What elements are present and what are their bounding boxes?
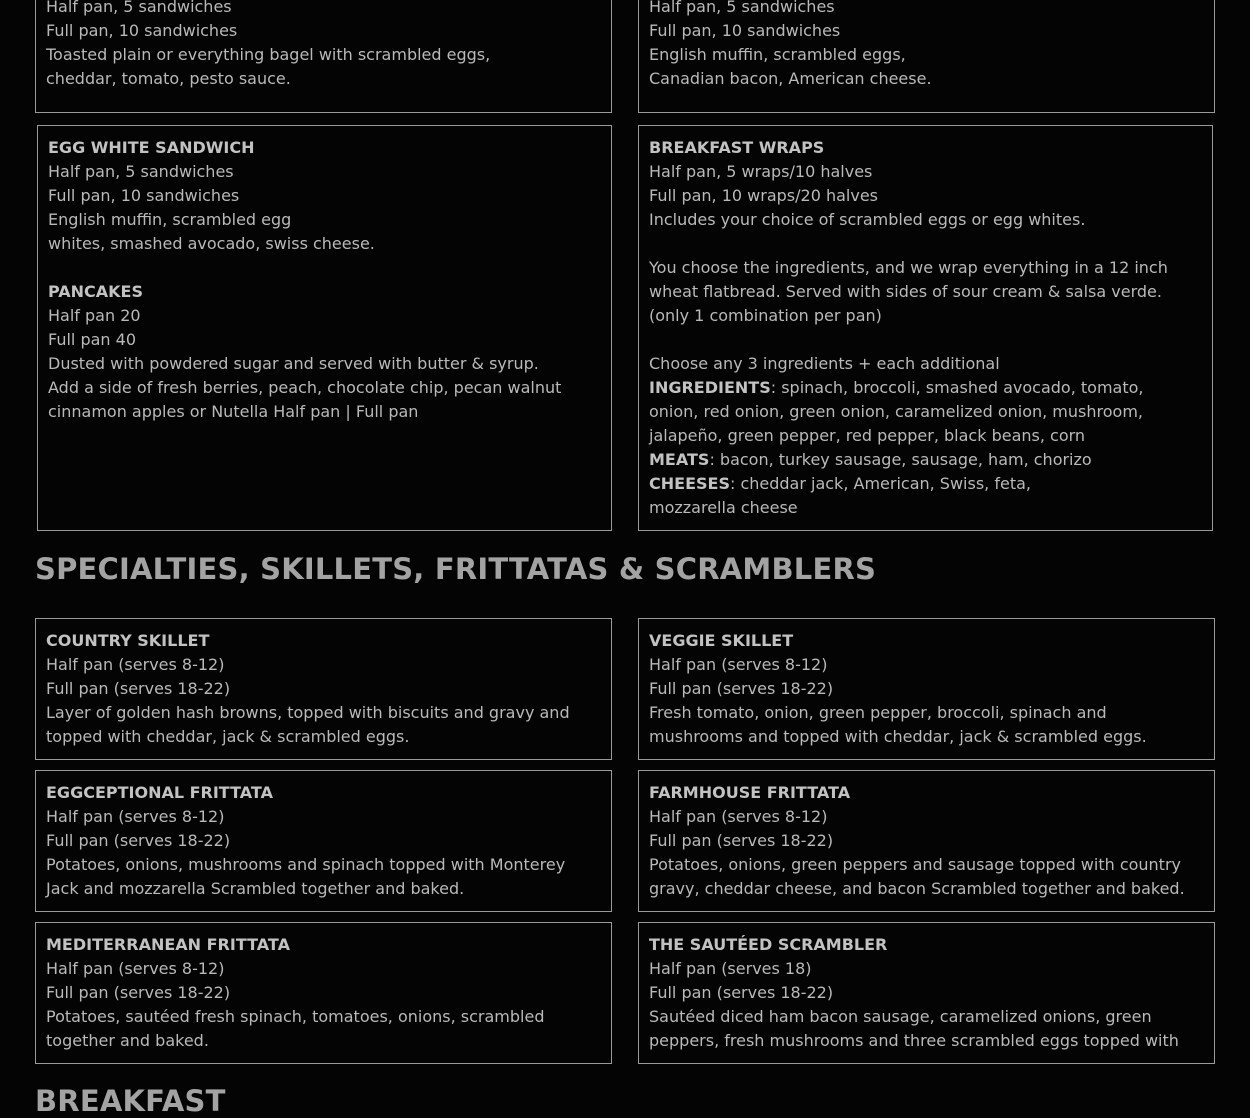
card-line: English muffin, scrambled eggs,: [649, 45, 906, 64]
breakfast-wraps-title: BREAKFAST WRAPS: [649, 138, 825, 157]
card-line: Potatoes, onions, mushrooms and spinach topped with Monterey: [46, 855, 566, 874]
ingredients-label: INGREDIENTS: [649, 378, 771, 397]
card-line: Toasted plain or everything bagel with scrambled eggs,: [46, 45, 491, 64]
choose-line: Choose any 3 ingredients + each additional: [649, 354, 1000, 373]
card-line: Half pan, 5 wraps/10 halves: [649, 162, 873, 181]
mediterranean-frittata-card: [35, 922, 612, 1064]
card-line: Full pan (serves 18-22): [46, 983, 231, 1002]
veggie-skillet-card: [638, 618, 1215, 760]
card-line: Full pan (serves 18-22): [46, 679, 231, 698]
cheeses-label: CHEESES: [649, 474, 730, 493]
muffin-sandwich-card: [638, 0, 1215, 113]
card-line: Full pan (serves 18-22): [649, 983, 834, 1002]
card-line: Half pan, 5 sandwiches: [48, 162, 234, 181]
card-line: Half pan (serves 8-12): [649, 807, 828, 826]
card-line: onion, red onion, green onion, caramelized onion, mushroom,: [649, 402, 1143, 421]
card-line: together and baked.: [46, 1031, 209, 1050]
farmhouse-frittata-card: [638, 770, 1215, 912]
mediterranean-frittata-title: MEDITERRANEAN FRITTATA: [46, 935, 290, 954]
card-line: Add a side of fresh berries, peach, chocolate chip, pecan walnut: [48, 378, 562, 397]
pancakes-title: PANCAKES: [48, 282, 144, 301]
country-skillet-card: [35, 618, 612, 760]
card-line: mushrooms and topped with cheddar, jack & scrambled eggs.: [649, 727, 1147, 746]
breakfast-heading: BREAKFAST: [35, 1084, 226, 1118]
sauteed-scrambler-card: [638, 922, 1215, 1064]
sauteed-scrambler-title: THE SAUTÉED SCRAMBLER: [649, 935, 888, 954]
card-line: whites, smashed avocado, swiss cheese.: [48, 234, 375, 253]
card-line: Includes your choice of scrambled eggs or egg whites.: [649, 210, 1086, 229]
card-line: Fresh tomato, onion, green pepper, broccoli, spinach and: [649, 703, 1107, 722]
meats-line: [649, 448, 1202, 472]
card-line: Potatoes, onions, green peppers and sausage topped with country: [649, 855, 1181, 874]
card-line: Half pan, 5 sandwiches: [649, 0, 835, 16]
ingredients-text: : spinach, broccoli, smashed avocado, tomato,: [770, 378, 1144, 397]
card-line: topped with cheddar, jack & scrambled eggs.: [46, 727, 410, 746]
card-line: Half pan (serves 8-12): [46, 959, 225, 978]
card-line: Full pan 40: [48, 330, 136, 349]
farmhouse-frittata-title: FARMHOUSE FRITTATA: [649, 783, 851, 802]
card-line: cheddar, tomato, pesto sauce.: [46, 69, 291, 88]
card-line: Layer of golden hash browns, topped with biscuits and gravy and: [46, 703, 570, 722]
breakfast-wraps-card: [638, 125, 1213, 531]
card-line: gravy, cheddar cheese, and bacon Scrambled together and baked.: [649, 879, 1185, 898]
meats-label: MEATS: [649, 450, 710, 469]
card-line: Full pan, 10 sandwiches: [649, 21, 841, 40]
card-line: mozzarella cheese: [649, 498, 798, 517]
card-line: Full pan (serves 18-22): [46, 831, 231, 850]
card-line: Dusted with powdered sugar and served with butter & syrup.: [48, 354, 539, 373]
egg-white-sandwich-title: EGG WHITE SANDWICH: [48, 138, 255, 157]
card-line: Half pan (serves 8-12): [46, 655, 225, 674]
card-line: Full pan, 10 sandwiches: [46, 21, 238, 40]
card-line: Potatoes, sautéed fresh spinach, tomatoes, onions, scrambled: [46, 1007, 545, 1026]
card-line: Full pan (serves 18-22): [649, 679, 834, 698]
meats-text: : bacon, turkey sausage, sausage, ham, chorizo: [709, 450, 1092, 469]
card-line: Half pan (serves 8-12): [649, 655, 828, 674]
ingredients-line: [649, 376, 1202, 400]
card-line: Canadian bacon, American cheese.: [649, 69, 932, 88]
card-line: cinnamon apples or Nutella Half pan | Full pan: [48, 402, 419, 421]
country-skillet-title: COUNTRY SKILLET: [46, 631, 210, 650]
bagel-sandwich-card: [35, 0, 612, 113]
card-line: Jack and mozzarella Scrambled together and baked.: [46, 879, 465, 898]
card-line: Full pan, 10 sandwiches: [48, 186, 240, 205]
egg-white-pancakes-card: [37, 125, 612, 531]
card-line: Full pan, 10 wraps/20 halves: [649, 186, 878, 205]
card-line: You choose the ingredients, and we wrap everything in a 12 inch: [649, 258, 1168, 277]
card-line: Half pan (serves 8-12): [46, 807, 225, 826]
card-line: (only 1 combination per pan): [649, 306, 882, 325]
card-line: Half pan 20: [48, 306, 141, 325]
card-line: English muffin, scrambled egg: [48, 210, 292, 229]
veggie-skillet-title: VEGGIE SKILLET: [649, 631, 794, 650]
card-line: Full pan (serves 18-22): [649, 831, 834, 850]
card-line: peppers, fresh mushrooms and three scrambled eggs topped with: [649, 1031, 1179, 1050]
eggceptional-frittata-title: EGGCEPTIONAL FRITTATA: [46, 783, 273, 802]
card-line: jalapeño, green pepper, red pepper, black beans, corn: [649, 426, 1086, 445]
card-line: Half pan (serves 18): [649, 959, 812, 978]
card-line: wheat flatbread. Served with sides of sour cream & salsa verde.: [649, 282, 1162, 301]
section-heading: SPECIALTIES, SKILLETS, FRITTATAS & SCRAMBLERS: [35, 552, 877, 586]
eggceptional-frittata-card: [35, 770, 612, 912]
card-line: Sautéed diced ham bacon sausage, caramelized onions, green: [649, 1007, 1152, 1026]
cheeses-line: [649, 472, 1202, 496]
card-line: Half pan, 5 sandwiches: [46, 0, 232, 16]
cheeses-text: : cheddar jack, American, Swiss, feta,: [729, 474, 1031, 493]
